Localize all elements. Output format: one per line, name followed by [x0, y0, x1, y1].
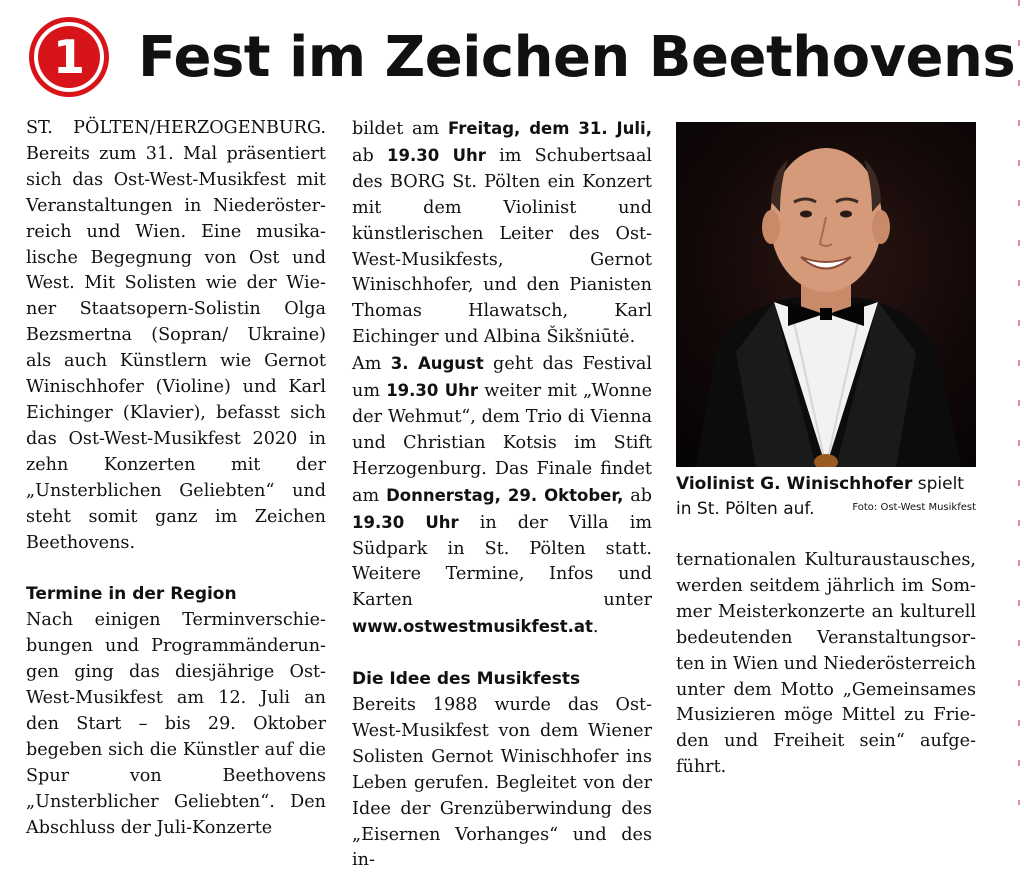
article-number-badge	[34, 22, 104, 92]
column-3	[676, 548, 976, 781]
column-2	[352, 116, 652, 874]
festival-paragraph	[352, 351, 652, 641]
text: in der Villa im Südpark in St. Pölten statt. Weitere Termine, Infos und Karten unter	[352, 512, 653, 611]
text: weiter mit „Wonne der Wehmut“, dem Trio di Vienna und Christian Kotsis im Stift Herzogenburg. Das Finale findet am	[352, 381, 652, 506]
termine-paragraph: Nach einigen Terminverschiebungen und Programmänderungen ging das diesjährige Ost-West-Musikfest am 12. Juli an den Start – bis 29. Oktober begeben sich die Künstler auf die Spur von Beethovens „Unsterblicher Geliebten“. Den Abschluss der Juli-Konzerte	[26, 610, 326, 838]
headline: Fest im Zeichen Beethovens	[138, 25, 1016, 90]
text: geht das Festival um	[352, 354, 653, 402]
intro-paragraph: ST. PÖLTEN/HERZOGENBURG. Bereits zum 31. Mal präsentiert sich das Ost-West-Musikfest mit Veranstaltungen in Niederösterreich und Wien. Eine musikalische Begegnung von Ost und West. Mit Solisten wie der Wiener Staatsopern-Solistin Olga Bezsmertna (Sopran/ Ukraine) als auch Künstlern wie Gernot Winischhofer (Violine) und Karl Eichinger (Klavier), befasst sich das Ost-West-Musikfest 2020 in zehn Konzerten mit der „Unsterblichen Geliebten“ und steht somit ganz im Zeichen Beethovens.	[26, 118, 326, 553]
time-3: 19.30 Uhr	[352, 512, 459, 532]
time-1: 19.30 Uhr	[387, 145, 486, 165]
text: Am	[352, 354, 391, 375]
time-2: 19.30 Uhr	[386, 381, 479, 401]
portrait-illustration	[676, 122, 976, 467]
text: bildet am	[352, 119, 448, 139]
idee-continuation: ternationalen Kulturaustausches, werden seitdem jährlich im Sommer Meisterkonzerte an kulturell bedeutenden Veranstaltungsorten in Wien und Niederösterreich unter dem Motto „Gemeinsames Musizieren möge Mittel zu Frieden und Freiheit sein“ aufgeführt.	[676, 550, 976, 778]
text: ab	[623, 485, 652, 506]
text: im Schubertsaal des BORG St. Pölten ein Konzert mit dem Violinist und künstlerischen Leiter des Ost-West-Musikfests, Gernot Winischhofer, und den Pianisten Thomas Hlawatsch, Karl Eichinger und Albina Šikšniūtė.	[352, 145, 652, 348]
column-1	[26, 116, 326, 841]
date-october: Donnerstag, 29. Oktober,	[386, 485, 624, 505]
date-august: 3. August	[390, 354, 484, 374]
concert-dates-paragraph	[352, 116, 652, 351]
text: .	[592, 617, 599, 638]
photo-credit: Foto: Ost-West Musikfest	[852, 502, 976, 513]
caption-bold: Violinist G. Winischhofer	[676, 474, 913, 494]
violinist-photo	[676, 122, 976, 467]
photo-caption	[676, 472, 976, 522]
website-link[interactable]: www.ostwestmusikfest.at	[352, 617, 593, 637]
article-number: 1	[52, 30, 85, 84]
date-friday: Freitag, dem 31. Juli,	[448, 119, 652, 138]
idee-paragraph: Bereits 1988 wurde das Ost-West-Musikfest von dem Wiener Solisten Gernot Winischhofer ins Leben gerufen. Begleitet von der Idee der Grenzüberwindung des „Eisernen Vorhanges“ und des in-	[352, 695, 652, 871]
text: ab	[352, 145, 387, 166]
subheading-termine: Termine in der Region	[26, 584, 237, 605]
page-edge-marks	[1018, 0, 1020, 805]
subheading-idee: Die Idee des Musikfests	[352, 669, 581, 690]
caption-text: spielt in St. Pölten auf.	[676, 474, 964, 519]
